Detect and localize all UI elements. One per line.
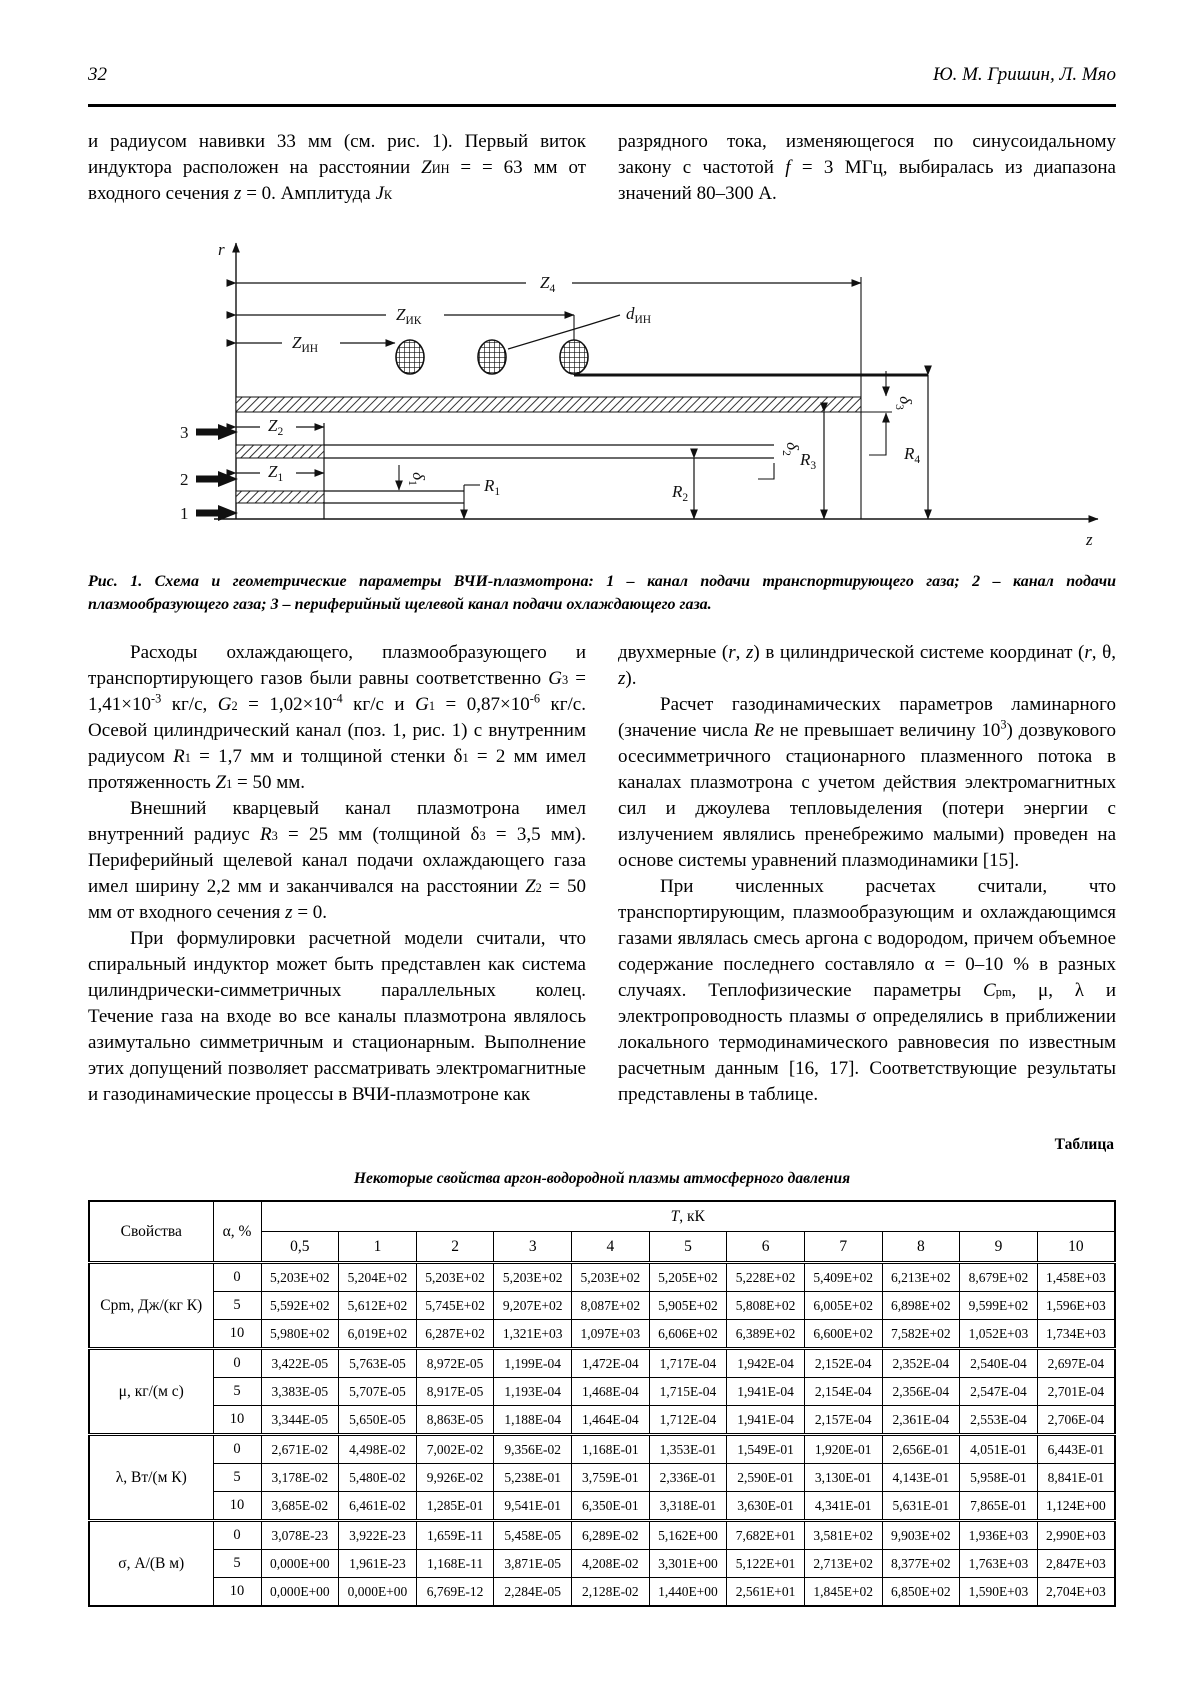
value-cell: 1,353E-01: [649, 1435, 727, 1464]
delta3-bracket: [869, 439, 886, 455]
inlet-arrow-2: [196, 471, 238, 487]
body-columns: [88, 640, 1116, 1108]
dim-z4-label: $Z_4$: [540, 273, 556, 295]
value-cell: 1,961E-23: [339, 1550, 417, 1578]
value-cell: 5,203E+02: [572, 1263, 650, 1292]
value-cell: 1,549E-01: [727, 1435, 805, 1464]
r3-label: $R_3$: [800, 450, 817, 472]
delta1-label: $\delta_1$: [406, 472, 428, 486]
value-cell: 5,958E-01: [960, 1464, 1038, 1492]
value-cell: 3,759E-01: [572, 1464, 650, 1492]
value-cell: 1,596E+03: [1037, 1292, 1115, 1320]
value-cell: 2,336E-01: [649, 1464, 727, 1492]
temp-col-header: 9: [960, 1232, 1038, 1263]
property-cell: Cpm, Дж/(кг К): [89, 1263, 213, 1349]
value-cell: 0,000E+00: [261, 1578, 339, 1607]
value-cell: 8,863E-05: [416, 1406, 494, 1435]
value-cell: 5,592E+02: [261, 1292, 339, 1320]
value-cell: 1,717E-04: [649, 1349, 727, 1378]
table-row: [89, 1521, 1115, 1550]
delta2-label: $\delta_2$: [780, 442, 802, 456]
value-cell: 4,341E-01: [804, 1492, 882, 1521]
value-cell: 1,124E+00: [1037, 1492, 1115, 1521]
value-cell: 4,143E-01: [882, 1464, 960, 1492]
value-cell: 1,941E-04: [727, 1406, 805, 1435]
dim-z1-label: $Z_1$: [268, 462, 284, 484]
temp-col-header: 6: [727, 1232, 805, 1263]
value-cell: 3,130E-01: [804, 1464, 882, 1492]
value-cell: 9,541E-01: [494, 1492, 572, 1521]
value-cell: 6,606E+02: [649, 1320, 727, 1349]
value-cell: 2,713E+02: [804, 1550, 882, 1578]
value-cell: 6,389E+02: [727, 1320, 805, 1349]
value-cell: 1,715E-04: [649, 1378, 727, 1406]
value-cell: 0,000E+00: [339, 1578, 417, 1607]
value-cell: 3,630E-01: [727, 1492, 805, 1521]
table-row: [89, 1492, 1115, 1521]
temp-col-header: 4: [572, 1232, 650, 1263]
value-cell: 3,344E-05: [261, 1406, 339, 1435]
r2-label: $R_2$: [672, 482, 689, 504]
value-cell: 1,734E+03: [1037, 1320, 1115, 1349]
value-cell: 3,581E+02: [804, 1521, 882, 1550]
r4-label: $R_4$: [904, 444, 921, 466]
body-left-column: [88, 640, 586, 1108]
value-cell: 1,458E+03: [1037, 1263, 1115, 1292]
inductor-coil-3: [560, 340, 588, 374]
value-cell: 5,808E+02: [727, 1292, 805, 1320]
wall-channel-1: [236, 491, 324, 503]
value-cell: 1,321E+03: [494, 1320, 572, 1349]
value-cell: 1,472E-04: [572, 1349, 650, 1378]
value-cell: 9,207E+02: [494, 1292, 572, 1320]
value-cell: 5,203E+02: [494, 1263, 572, 1292]
body-paragraph: Расчет газодинамических параметров ламинарного (значение числа Re не превышает величину $10^3$) дозвукового осесимметричного стационарного плазменного потока в каналах плазмотрона с учетом действия электромагнитных сил и джоулева тепловыделения (потери энергии с излучением являлись пренебрежимо малыми) проведен на основе системы уравнений плазмодинамики [15].: [618, 694, 1117, 871]
value-cell: 5,980E+02: [261, 1320, 339, 1349]
value-cell: 7,682E+01: [727, 1521, 805, 1550]
r-axis-label: r: [218, 240, 225, 259]
value-cell: 6,600E+02: [804, 1320, 882, 1349]
table-row: [89, 1578, 1115, 1607]
dim-zin-label: $Z_{ИН}$: [292, 333, 319, 355]
value-cell: 3,078E-23: [261, 1521, 339, 1550]
value-cell: 3,301E+00: [649, 1550, 727, 1578]
z-axis-label: z: [1086, 530, 1093, 549]
inlet-3-label: 3: [180, 423, 189, 442]
intro-right-paragraph: разрядного тока, изменяющегося по синусоидальному закону с частотой f = 3 МГц, выбиралась из диапазона значений 80–300 А.: [618, 131, 1116, 204]
alpha-cell: 10: [213, 1492, 261, 1521]
value-cell: 5,205E+02: [649, 1263, 727, 1292]
value-cell: 6,461E-02: [339, 1492, 417, 1521]
value-cell: 4,051E-01: [960, 1435, 1038, 1464]
value-cell: 1,942E-04: [727, 1349, 805, 1378]
value-cell: 8,841E-01: [1037, 1464, 1115, 1492]
value-cell: 7,865E-01: [960, 1492, 1038, 1521]
temp-col-header: 8: [882, 1232, 960, 1263]
value-cell: 1,440E+00: [649, 1578, 727, 1607]
value-cell: 1,941E-04: [727, 1378, 805, 1406]
value-cell: 8,972E-05: [416, 1349, 494, 1378]
body-paragraph: двухмерные (r, z) в цилиндрической системе координат (r, θ, z).: [618, 642, 1117, 689]
value-cell: 2,697E-04: [1037, 1349, 1115, 1378]
value-cell: 1,052E+03: [960, 1320, 1038, 1349]
value-cell: 8,377E+02: [882, 1550, 960, 1578]
value-cell: 8,917E-05: [416, 1378, 494, 1406]
delta3-label: $\delta_3$: [893, 396, 915, 410]
alpha-cell: 5: [213, 1550, 261, 1578]
value-cell: 1,168E-01: [572, 1435, 650, 1464]
value-cell: 5,162E+00: [649, 1521, 727, 1550]
table-row: [89, 1406, 1115, 1435]
value-cell: 2,704E+03: [1037, 1578, 1115, 1607]
table-row: [89, 1435, 1115, 1464]
value-cell: 3,318E-01: [649, 1492, 727, 1521]
value-cell: 5,228E+02: [727, 1263, 805, 1292]
value-cell: 4,498E-02: [339, 1435, 417, 1464]
value-cell: 8,679E+02: [960, 1263, 1038, 1292]
body-paragraph: При численных расчетах считали, что транспортирующим, плазмообразующим и охлаждающимся газами являлась смесь аргона с водородом, причем объемное содержание последнего составляло α = 0–10 % в разных случаях. Теплофизические параметры $C_{pm}$, μ, λ и электропроводность плазмы σ определялись в приближении локального термодинамического равновесия по известным расчетным данным [16, 17]. Соответствующие результаты представлены в таблице.: [618, 876, 1116, 1105]
alpha-cell: 5: [213, 1378, 261, 1406]
delta2-bracket: [758, 463, 774, 479]
value-cell: 5,650E-05: [339, 1406, 417, 1435]
value-cell: 2,847E+03: [1037, 1550, 1115, 1578]
value-cell: 9,926E-02: [416, 1464, 494, 1492]
value-cell: 5,122E+01: [727, 1550, 805, 1578]
value-cell: 5,905E+02: [649, 1292, 727, 1320]
wall-channel-2: [236, 445, 324, 458]
value-cell: 6,005E+02: [804, 1292, 882, 1320]
value-cell: 5,480E-02: [339, 1464, 417, 1492]
value-cell: 5,631E-01: [882, 1492, 960, 1521]
value-cell: 5,203E+02: [261, 1263, 339, 1292]
inlet-1-label: 1: [180, 504, 189, 523]
value-cell: 6,350E-01: [572, 1492, 650, 1521]
table-label: Таблица: [1054, 1136, 1114, 1153]
table-row: [89, 1550, 1115, 1578]
header-properties: Свойства: [89, 1201, 213, 1263]
value-cell: 2,706E-04: [1037, 1406, 1115, 1435]
table-header-row-1: [89, 1201, 1115, 1232]
value-cell: 1,168E-11: [416, 1550, 494, 1578]
body-paragraph: Расходы охлаждающего, плазмообразующего и транспортирующего газов были равны соответственно $G_3 = 1,41\times 10^{-3}$ кг/с, $G_2 = 1,02\times 10^{-4}$ кг/с и $G_1 = 0,87\times 10^{-6}$ кг/с. Осевой цилиндрический канал (поз. 1, рис. 1) с внутренним радиусом $R_1 = 1,7$ мм и толщиной стенки $\delta_1 = 2$ мм имел протяженность $Z_1 = 50$ мм.: [88, 642, 586, 793]
value-cell: 3,422E-05: [261, 1349, 339, 1378]
value-cell: 2,356E-04: [882, 1378, 960, 1406]
alpha-cell: 10: [213, 1578, 261, 1607]
value-cell: 2,561E+01: [727, 1578, 805, 1607]
value-cell: 6,769E-12: [416, 1578, 494, 1607]
value-cell: 9,903E+02: [882, 1521, 960, 1550]
value-cell: 2,152E-04: [804, 1349, 882, 1378]
figure-caption: Рис. 1. Схема и геометрические параметры ВЧИ-плазмотрона: 1 – канал подачи транспортирующего газа; 2 – канал подачи плазмообразующего газа; 3 – периферийный щелевой канал подачи охлаждающего газа.: [88, 573, 1116, 613]
value-cell: 1,712E-04: [649, 1406, 727, 1435]
inlet-2-label: 2: [180, 470, 189, 489]
alpha-cell: 10: [213, 1320, 261, 1349]
value-cell: 2,128E-02: [572, 1578, 650, 1607]
authors: Ю. М. Гришин, Л. Мяо: [932, 64, 1116, 85]
value-cell: 1,920E-01: [804, 1435, 882, 1464]
value-cell: 6,443E-01: [1037, 1435, 1115, 1464]
value-cell: 2,540E-04: [960, 1349, 1038, 1378]
temp-col-header: 1: [339, 1232, 417, 1263]
value-cell: 1,763E+03: [960, 1550, 1038, 1578]
value-cell: 3,383E-05: [261, 1378, 339, 1406]
r1-label: $R_1$: [484, 476, 501, 498]
dim-zik-label: $Z_{ИК}$: [396, 305, 422, 327]
value-cell: 6,019E+02: [339, 1320, 417, 1349]
table-body: [89, 1263, 1115, 1607]
header-alpha: α, %: [213, 1201, 261, 1263]
alpha-cell: 0: [213, 1521, 261, 1550]
value-cell: 2,157E-04: [804, 1406, 882, 1435]
alpha-cell: 0: [213, 1435, 261, 1464]
value-cell: 1,659E-11: [416, 1521, 494, 1550]
alpha-cell: 5: [213, 1292, 261, 1320]
value-cell: 1,188E-04: [494, 1406, 572, 1435]
temp-col-header: 2: [416, 1232, 494, 1263]
value-cell: 1,097E+03: [572, 1320, 650, 1349]
intro-left-paragraph: и радиусом навивки 33 мм (см. рис. 1). Первый виток индуктора расположен на расстоянии $Z_{ИН}$ = = 63 мм от входного сечения z = 0. Амплитуда $J_К$: [88, 131, 587, 204]
intro-columns: [88, 129, 1116, 207]
value-cell: 1,199E-04: [494, 1349, 572, 1378]
value-cell: 1,468E-04: [572, 1378, 650, 1406]
table-row: [89, 1263, 1115, 1292]
table-row: [89, 1349, 1115, 1378]
value-cell: 3,871E-05: [494, 1550, 572, 1578]
value-cell: 4,208E-02: [572, 1550, 650, 1578]
value-cell: 1,193E-04: [494, 1378, 572, 1406]
value-cell: 2,656E-01: [882, 1435, 960, 1464]
header-temperature: T, кК: [261, 1201, 1115, 1232]
value-cell: 1,845E+02: [804, 1578, 882, 1607]
value-cell: 7,582E+02: [882, 1320, 960, 1349]
value-cell: 5,707E-05: [339, 1378, 417, 1406]
property-cell: μ, кг/(м с): [89, 1349, 213, 1435]
body-paragraph: При формулировки расчетной модели считали, что спиральный индуктор может быть представлен как система цилиндрически-симметричных параллельных колец. Течение газа на входе во все каналы плазмотрона являлось азимутально симметричным и стационарным. Выполнение этих допущений позволяет рассматривать электромагнитные и газодинамические процессы в ВЧИ-плазмотроне как: [88, 928, 586, 1105]
value-cell: 5,745E+02: [416, 1292, 494, 1320]
table-row: [89, 1292, 1115, 1320]
dim-z2-label: $Z_2$: [268, 416, 284, 438]
inductor-coil-2: [478, 340, 506, 374]
quartz-wall: [236, 397, 861, 412]
body-right-column: [618, 640, 1116, 1108]
value-cell: 2,361E-04: [882, 1406, 960, 1435]
body-paragraph: Внешний кварцевый канал плазмотрона имел внутренний радиус $R_3 = 25$ мм (толщиной $\delta_3 = 3,5$ мм). Периферийный щелевой канал подачи охлаждающего газа имел ширину 2,2 мм и заканчивался на расстоянии $Z_2 = 50$ мм от входного сечения z = 0.: [88, 798, 586, 923]
temp-col-header: 3: [494, 1232, 572, 1263]
temp-col-header: 0,5: [261, 1232, 339, 1263]
value-cell: 1,590E+03: [960, 1578, 1038, 1607]
value-cell: 2,671E-02: [261, 1435, 339, 1464]
value-cell: 3,685E-02: [261, 1492, 339, 1521]
properties-table: [88, 1200, 1116, 1607]
value-cell: 6,850E+02: [882, 1578, 960, 1607]
value-cell: 5,203E+02: [416, 1263, 494, 1292]
value-cell: 2,547E-04: [960, 1378, 1038, 1406]
value-cell: 9,356E-02: [494, 1435, 572, 1464]
table-caption: Некоторые свойства аргон-водородной плазмы атмосферного давления: [353, 1170, 851, 1187]
table-row: [89, 1378, 1115, 1406]
table-row: [89, 1464, 1115, 1492]
value-cell: 9,599E+02: [960, 1292, 1038, 1320]
value-cell: 2,990E+03: [1037, 1521, 1115, 1550]
value-cell: 5,612E+02: [339, 1292, 417, 1320]
temp-col-header: 10: [1037, 1232, 1115, 1263]
running-head: [88, 64, 1116, 107]
value-cell: 2,154E-04: [804, 1378, 882, 1406]
value-cell: 6,213E+02: [882, 1263, 960, 1292]
value-cell: 6,898E+02: [882, 1292, 960, 1320]
value-cell: 6,289E-02: [572, 1521, 650, 1550]
value-cell: 3,178E-02: [261, 1464, 339, 1492]
property-cell: σ, А/(В м): [89, 1521, 213, 1607]
property-cell: λ, Вт/(м К): [89, 1435, 213, 1521]
value-cell: 2,701E-04: [1037, 1378, 1115, 1406]
page-number: 32: [88, 64, 107, 85]
temp-col-header: 5: [649, 1232, 727, 1263]
alpha-cell: 0: [213, 1263, 261, 1292]
value-cell: 5,238E-01: [494, 1464, 572, 1492]
value-cell: 2,590E-01: [727, 1464, 805, 1492]
value-cell: 2,553E-04: [960, 1406, 1038, 1435]
alpha-cell: 5: [213, 1464, 261, 1492]
inlet-arrow-3: [196, 424, 238, 440]
value-cell: 0,000E+00: [261, 1550, 339, 1578]
alpha-cell: 0: [213, 1349, 261, 1378]
value-cell: 1,285E-01: [416, 1492, 494, 1521]
value-cell: 8,087E+02: [572, 1292, 650, 1320]
inductor-coil-1: [396, 340, 424, 374]
value-cell: 5,409E+02: [804, 1263, 882, 1292]
value-cell: 5,763E-05: [339, 1349, 417, 1378]
value-cell: 1,464E-04: [572, 1406, 650, 1435]
plasmotron-schematic: [174, 227, 1114, 553]
figure-1: [174, 227, 1116, 558]
value-cell: 1,936E+03: [960, 1521, 1038, 1550]
value-cell: 2,284E-05: [494, 1578, 572, 1607]
value-cell: 7,002E-02: [416, 1435, 494, 1464]
table-row: [89, 1320, 1115, 1349]
value-cell: 5,458E-05: [494, 1521, 572, 1550]
value-cell: 5,204E+02: [339, 1263, 417, 1292]
value-cell: 2,352E-04: [882, 1349, 960, 1378]
alpha-cell: 10: [213, 1406, 261, 1435]
din-label: $d_{ИН}$: [626, 304, 652, 326]
value-cell: 3,922E-23: [339, 1521, 417, 1550]
value-cell: 6,287E+02: [416, 1320, 494, 1349]
temp-col-header: 7: [804, 1232, 882, 1263]
